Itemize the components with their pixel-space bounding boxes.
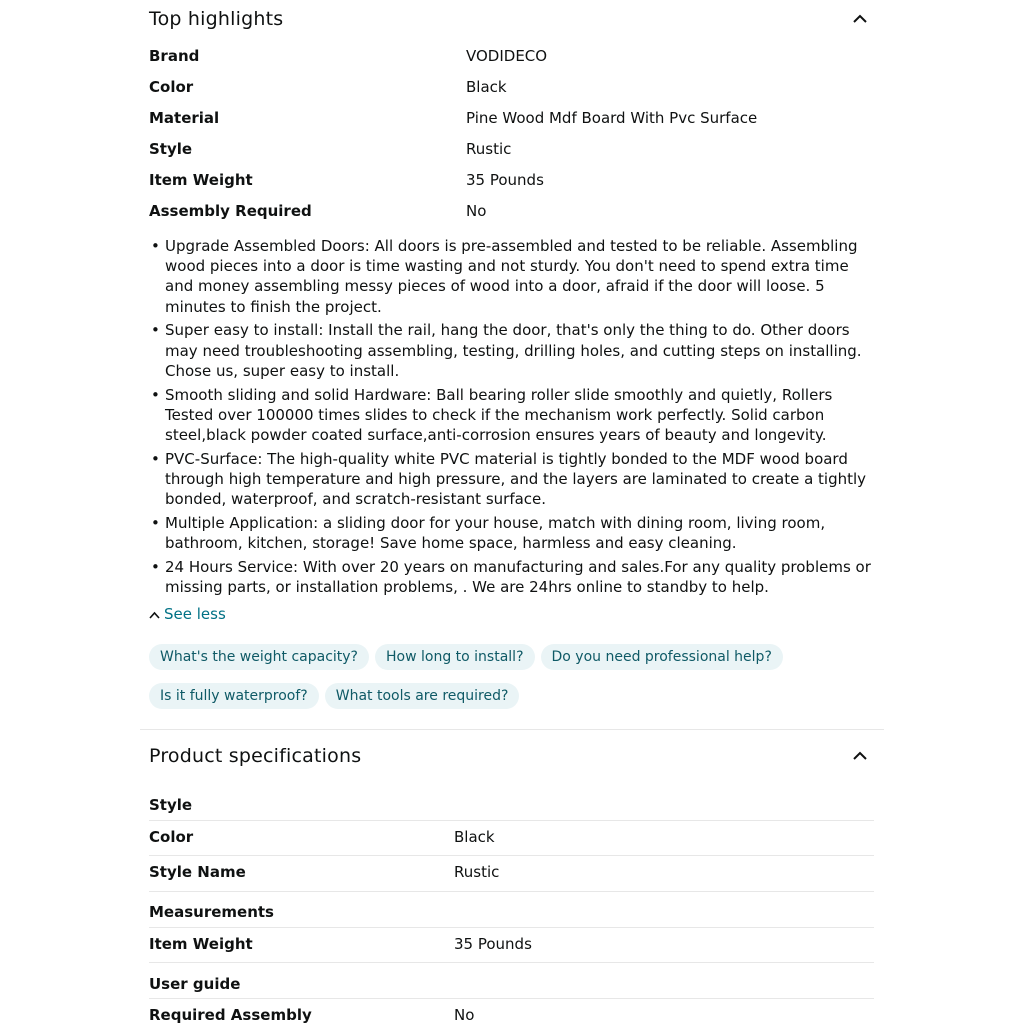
spec-key: Required Assembly: [149, 1006, 312, 1024]
see-less-link[interactable]: [149, 605, 226, 623]
feature-bullet: • PVC-Surface: The high-quality white PVC material is tightly bonded to the MDF wood board through high temperature and high pressure, and the layers are laminated to create a tightly bonded, waterproof, and scratch-resistant surface.: [149, 449, 879, 510]
highlight-row-material: [149, 108, 869, 128]
highlight-key: Assembly Required: [149, 202, 312, 220]
top-highlights-header[interactable]: [149, 8, 869, 30]
highlight-value: Pine Wood Mdf Board With Pvc Surface: [466, 109, 758, 127]
highlight-row-brand: [149, 46, 869, 66]
highlight-row-assembly-required: [149, 201, 869, 221]
question-chip-weight-capacity[interactable]: What's the weight capacity?: [149, 644, 369, 670]
highlight-row-style: [149, 139, 869, 159]
question-chip-row: [149, 644, 889, 670]
highlight-key: Brand: [149, 47, 200, 65]
spec-value: Black: [454, 828, 495, 846]
question-chip-waterproof[interactable]: Is it fully waterproof?: [149, 683, 319, 709]
chevron-up-icon: [149, 605, 164, 623]
highlight-value: VODIDECO: [466, 47, 548, 65]
feature-bullet: • Smooth sliding and solid Hardware: Ball bearing roller slide smoothly and quietly, Rollers Tested over 100000 times slides to check if the mechanism work perfectly. Solid carbon steel,black powder coated surface,anti-corrosion ensures years of beauty and longevity.: [149, 385, 879, 446]
feature-bullet: • Super easy to install: Install the rail, hang the door, that's only the thing to do. Other doors may need troubleshooting assembling, testing, drilling holes, and cutting steps on installing. Chose us, super easy to install.: [149, 320, 879, 381]
highlight-row-item-weight: [149, 170, 869, 190]
spec-row-color: [149, 827, 874, 847]
spec-group-style: Style: [149, 796, 193, 814]
spec-key: Item Weight: [149, 935, 253, 953]
feature-bullet: • Upgrade Assembled Doors: All doors is pre-assembled and tested to be reliable. Assembling wood pieces into a door is time wasting and not sturdy. You don't need to spend extra time and money assembling messy pieces of wood into a door, afraid if the door will loose. 5 minutes to finish the project.: [149, 236, 879, 317]
product-specifications-header[interactable]: [149, 745, 869, 767]
feature-bullet: • Multiple Application: a sliding door for your house, match with dining room, living room, bathroom, kitchen, storage! Save home space, harmless and easy cleaning.: [149, 513, 879, 553]
spec-key: Color: [149, 828, 194, 846]
spec-divider: [149, 962, 874, 963]
spec-divider: [149, 927, 874, 928]
spec-divider: [149, 820, 874, 821]
spec-divider: [149, 891, 874, 892]
feature-bullet-list: [149, 236, 879, 601]
spec-divider: [149, 855, 874, 856]
chevron-up-icon[interactable]: [851, 747, 869, 765]
question-chip-row: [149, 683, 889, 709]
highlight-row-color: [149, 77, 869, 97]
top-highlights-title: Top highlights: [149, 8, 284, 30]
see-less-label: See less: [164, 605, 226, 623]
highlight-key: Material: [149, 109, 220, 127]
question-chip-install-time[interactable]: How long to install?: [375, 644, 535, 670]
question-chip-tools[interactable]: What tools are required?: [325, 683, 520, 709]
highlight-key: Style: [149, 140, 193, 158]
spec-value: No: [454, 1006, 475, 1024]
highlight-value: No: [466, 202, 487, 220]
highlight-key: Item Weight: [149, 171, 253, 189]
spec-key: Style Name: [149, 863, 246, 881]
highlight-value: Black: [466, 78, 507, 96]
spec-row-style-name: [149, 862, 874, 882]
product-specifications-title: Product specifications: [149, 745, 362, 767]
chevron-up-icon[interactable]: [851, 10, 869, 28]
spec-value: Rustic: [454, 863, 500, 881]
question-chip-professional-help[interactable]: Do you need professional help?: [541, 644, 783, 670]
spec-group-user-guide: User guide: [149, 975, 241, 993]
section-divider: [140, 729, 884, 730]
spec-divider: [149, 998, 874, 999]
spec-row-required-assembly: [149, 1005, 874, 1024]
highlight-value: Rustic: [466, 140, 512, 158]
spec-row-item-weight: [149, 934, 874, 954]
spec-group-measurements: Measurements: [149, 903, 274, 921]
highlight-value: 35 Pounds: [466, 171, 544, 189]
highlight-key: Color: [149, 78, 194, 96]
feature-bullet: • 24 Hours Service: With over 20 years on manufacturing and sales.For any quality problems or missing parts, or installation problems, . We are 24hrs online to standby to help.: [149, 557, 879, 597]
spec-value: 35 Pounds: [454, 935, 532, 953]
